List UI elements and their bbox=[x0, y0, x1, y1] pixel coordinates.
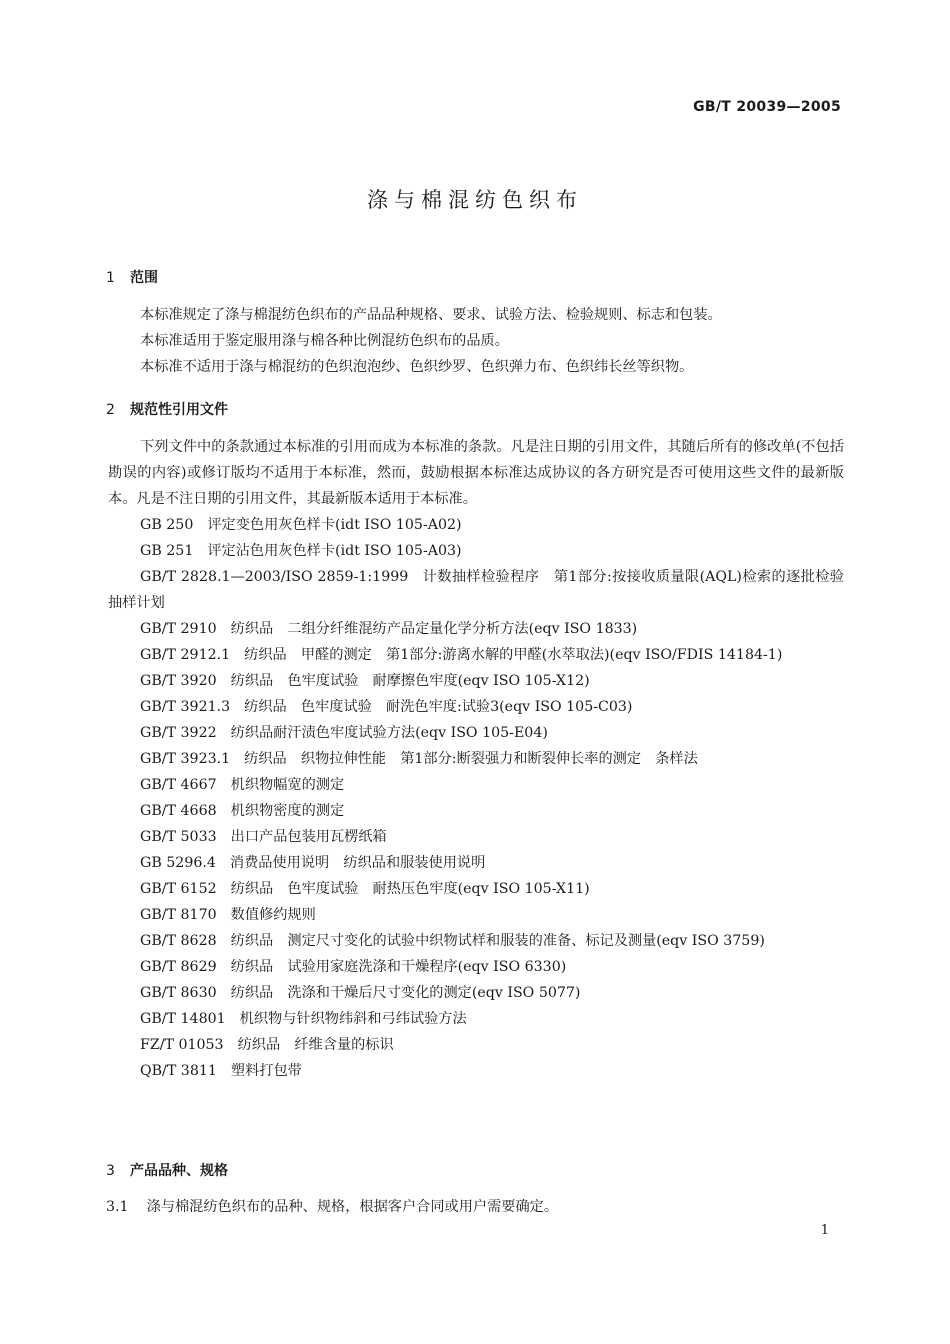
section-1-paragraph: 本标准不适用于涤与棉混纺的色织泡泡纱、色织纱罗、色织弹力布、色织纬长丝等织物。 bbox=[140, 359, 694, 375]
reference-item bbox=[108, 538, 844, 564]
section-number: 3 bbox=[106, 1163, 115, 1179]
standard-number: GB/T 20039—2005 bbox=[693, 99, 841, 115]
reference-item bbox=[108, 746, 844, 772]
reference-code: GB/T 2910 bbox=[140, 621, 217, 637]
reference-item bbox=[108, 564, 844, 616]
reference-title: 机织物幅宽的测定 bbox=[230, 777, 345, 793]
reference-code: GB/T 8630 bbox=[140, 985, 217, 1001]
reference-code: FZ/T 01053 bbox=[140, 1037, 224, 1053]
section-title: 范围 bbox=[130, 270, 158, 286]
reference-title: 纺织品 二组分纤维混纺产品定量化学分析方法(eqv ISO 1833) bbox=[230, 621, 638, 637]
reference-item bbox=[108, 642, 844, 668]
reference-title: 消费品使用说明 纺织品和服装使用说明 bbox=[229, 855, 486, 871]
reference-code: GB/T 8629 bbox=[140, 959, 217, 975]
reference-title: 塑料打包带 bbox=[230, 1063, 302, 1079]
clause-3-1 bbox=[106, 1196, 558, 1216]
clause-number: 3.1 bbox=[106, 1199, 129, 1215]
reference-item bbox=[108, 850, 844, 876]
document-title: 涤与棉混纺色织布 bbox=[367, 188, 583, 212]
page-number: 1 bbox=[820, 1223, 829, 1238]
section-title: 产品品种、规格 bbox=[130, 1163, 228, 1179]
reference-item bbox=[108, 616, 844, 642]
reference-item bbox=[108, 798, 844, 824]
reference-title: 出口产品包装用瓦楞纸箱 bbox=[230, 829, 387, 845]
reference-code: GB/T 5033 bbox=[140, 829, 217, 845]
reference-code: GB/T 8628 bbox=[140, 933, 217, 949]
section-2-heading bbox=[106, 399, 228, 419]
reference-title: 机织物与针织物纬斜和弓纬试验方法 bbox=[239, 1011, 467, 1027]
reference-title: 纺织品 色牢度试验 耐摩擦色牢度(eqv ISO 105-X12) bbox=[230, 673, 590, 689]
reference-code: GB/T 3921.3 bbox=[140, 699, 231, 715]
reference-item bbox=[108, 720, 844, 746]
reference-item bbox=[108, 668, 844, 694]
reference-code: QB/T 3811 bbox=[140, 1063, 217, 1079]
reference-item bbox=[108, 694, 844, 720]
reference-title: 评定沾色用灰色样卡(idt ISO 105-A03) bbox=[207, 543, 462, 559]
reference-item bbox=[108, 928, 844, 954]
reference-code: GB 250 bbox=[140, 517, 194, 533]
reference-title: 评定变色用灰色样卡(idt ISO 105-A02) bbox=[207, 517, 462, 533]
reference-code: GB/T 2828.1—2003/ISO 2859-1:1999 bbox=[140, 569, 409, 585]
reference-item bbox=[108, 980, 844, 1006]
reference-code: GB/T 3922 bbox=[140, 725, 217, 741]
reference-code: GB/T 8170 bbox=[140, 907, 217, 923]
reference-item bbox=[108, 1058, 844, 1084]
reference-title: 纺织品 色牢度试验 耐热压色牢度(eqv ISO 105-X11) bbox=[230, 881, 590, 897]
reference-code: GB/T 4667 bbox=[140, 777, 217, 793]
reference-code: GB 5296.4 bbox=[140, 855, 216, 871]
reference-item bbox=[108, 824, 844, 850]
reference-list bbox=[108, 512, 844, 1084]
reference-code: GB/T 14801 bbox=[140, 1011, 226, 1027]
reference-code: GB/T 6152 bbox=[140, 881, 217, 897]
reference-title: 纺织品 测定尺寸变化的试验中织物试样和服装的准备、标记及测量(eqv ISO 3759) bbox=[230, 933, 765, 949]
reference-item bbox=[108, 902, 844, 928]
section-1-paragraph: 本标准适用于鉴定服用涤与棉各种比例混纺色织布的品质。 bbox=[140, 333, 509, 349]
section-title: 规范性引用文件 bbox=[130, 402, 228, 418]
reference-title: 纺织品 色牢度试验 耐洗色牢度:试验3(eqv ISO 105-C03) bbox=[244, 699, 633, 715]
reference-title: 纺织品 洗涤和干燥后尺寸变化的测定(eqv ISO 5077) bbox=[230, 985, 581, 1001]
reference-item bbox=[108, 1006, 844, 1032]
reference-title: 纺织品耐汗渍色牢度试验方法(eqv ISO 105-E04) bbox=[230, 725, 548, 741]
reference-title: 纺织品 纤维含量的标识 bbox=[237, 1037, 394, 1053]
section-3-heading bbox=[106, 1160, 228, 1180]
section-number: 1 bbox=[106, 270, 115, 286]
section-number: 2 bbox=[106, 402, 115, 418]
reference-code: GB 251 bbox=[140, 543, 194, 559]
section-1-paragraph: 本标准规定了涤与棉混纺色织布的产品品种规格、要求、试验方法、检验规则、标志和包装。 bbox=[140, 307, 722, 323]
reference-code: GB/T 3920 bbox=[140, 673, 217, 689]
reference-title: 纺织品 甲醛的测定 第1部分:游离水解的甲醛(水萃取法)(eqv ISO/FDIS 14184-1) bbox=[244, 647, 783, 663]
reference-title: 纺织品 织物拉伸性能 第1部分:断裂强力和断裂伸长率的测定 条样法 bbox=[244, 751, 698, 767]
reference-code: GB/T 2912.1 bbox=[140, 647, 231, 663]
reference-item bbox=[108, 954, 844, 980]
section-1-heading bbox=[106, 267, 158, 287]
reference-title: 机织物密度的测定 bbox=[230, 803, 345, 819]
reference-code: GB/T 3923.1 bbox=[140, 751, 231, 767]
reference-title: 计数抽样检验程序 第1部分:按接收质量限(AQL)检索的逐批检验抽样计划 bbox=[108, 569, 844, 611]
reference-item bbox=[108, 512, 844, 538]
reference-item bbox=[108, 876, 844, 902]
clause-text: 涤与棉混纺色织布的品种、规格，根据客户合同或用户需要确定。 bbox=[146, 1199, 559, 1215]
reference-code: GB/T 4668 bbox=[140, 803, 217, 819]
reference-item bbox=[108, 772, 844, 798]
section-2-intro: 下列文件中的条款通过本标准的引用而成为本标准的条款。凡是注日期的引用文件，其随后所有的修改单(不包括勘误的内容)或修订版均不适用于本标准，然而，鼓励根据本标准达成协议的各方研究是否可使用这些文件的最新版本。凡是不注日期的引用文件，其最新版本适用于本标准。 bbox=[108, 439, 844, 507]
reference-item bbox=[108, 1032, 844, 1058]
reference-title: 数值修约规则 bbox=[230, 907, 316, 923]
reference-title: 纺织品 试验用家庭洗涤和干燥程序(eqv ISO 6330) bbox=[230, 959, 567, 975]
